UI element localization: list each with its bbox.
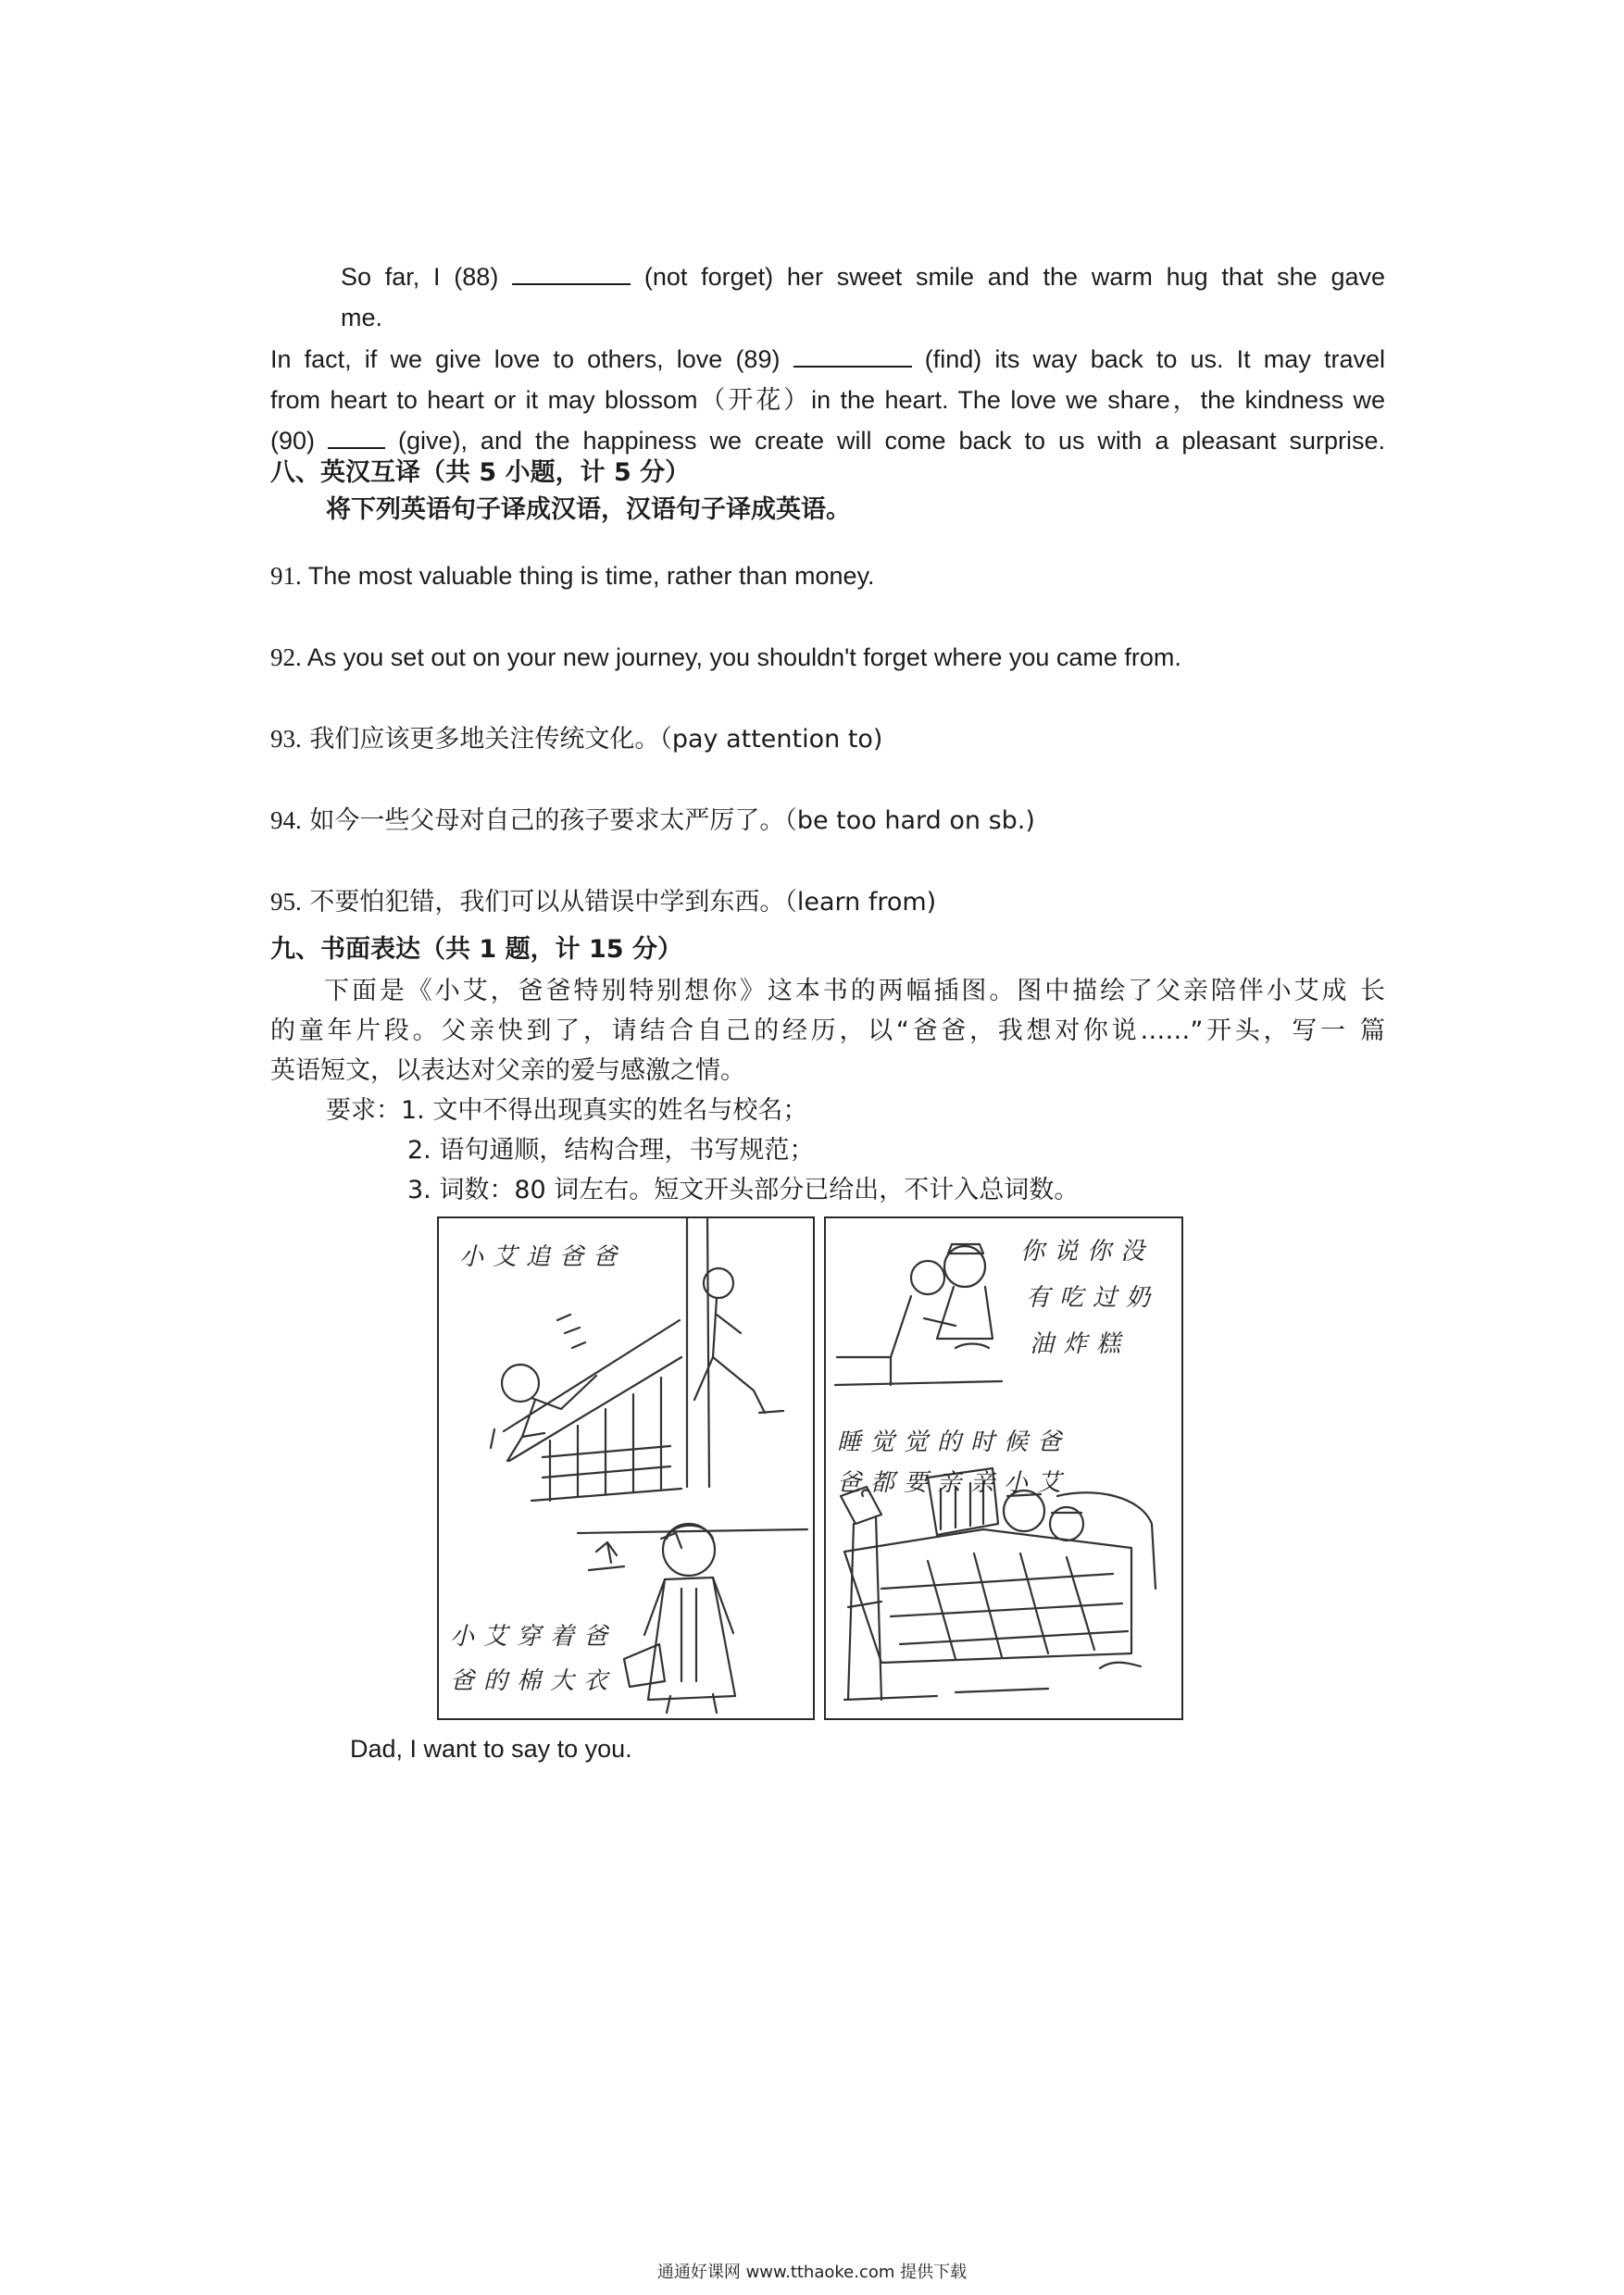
writing-opening-line: Dad, I want to say to you.: [350, 1735, 632, 1763]
blank-88: [512, 263, 631, 285]
illustration-left-panel: [437, 1216, 815, 1720]
blank-89: [793, 345, 912, 368]
cloze-line-89: In fact, if we give love to others, love (89) (find) its way back to us. It may travel: [270, 345, 1385, 373]
section-9-title: 九、书面表达（共 1 题，计 15 分）: [270, 935, 682, 964]
translation-item-95: 95. 不要怕犯错，我们可以从错误中学到东西。（learn from): [270, 888, 937, 917]
translation-item-92: 92. As you set out on your new journey, you shouldn't forget where you came from.: [270, 643, 1181, 671]
right-caption-top-2: 有吃过奶: [1026, 1284, 1160, 1312]
section-8-instruction: 将下列英语句子译成汉语，汉语句子译成英语。: [326, 495, 851, 524]
cloze-line-88-cont: me.: [341, 304, 383, 331]
writing-prompt-line-2: 的童年片段。父亲快到了，请结合自己的经历，以“爸爸，我想对你说……”开头，写一 篇: [270, 1017, 1385, 1045]
right-caption-mid-2: 爸都要亲亲小艾: [837, 1469, 1071, 1497]
requirement-3: 3. 词数：80 词左右。短文开头部分已给出，不计入总词数。: [407, 1176, 1080, 1204]
translation-item-91: 91. The most valuable thing is time, rather than money.: [270, 562, 875, 590]
cloze-line-blossom: from heart to heart or it may blossom（开花）in the heart. The love we share，the kindness we: [270, 386, 1385, 414]
translation-item-93: 93. 我们应该更多地关注传统文化。（pay attention to): [270, 725, 883, 754]
left-caption-top: 小艾追爸爸: [459, 1243, 627, 1271]
page-footer: 通通好课网 www.tthaoke.com 提供下载: [656, 2263, 968, 2282]
right-caption-top-1: 你说你没: [1020, 1238, 1155, 1266]
requirement-1: 要求：1. 文中不得出现真实的姓名与校名；: [326, 1096, 808, 1125]
section-8-title: 八、英汉互译（共 5 小题，计 5 分）: [270, 458, 691, 487]
writing-prompt-line-3: 英语短文，以表达对父亲的爱与感激之情。: [270, 1056, 745, 1085]
illustration-right-panel: [824, 1216, 1183, 1720]
right-caption-top-3: 油炸糕: [1030, 1330, 1131, 1358]
cloze-line-88: So far, I (88) (not forget) her sweet smile and the warm hug that she gave: [341, 263, 1385, 291]
translation-item-94: 94. 如今一些父母对自己的孩子要求太严厉了。（be too hard on sb.): [270, 806, 1035, 835]
cloze-line-90: (90) (give), and the happiness we create will come back to us with a pleasant surprise.: [270, 427, 1385, 455]
right-caption-mid-1: 睡觉觉的时候爸: [837, 1428, 1071, 1456]
left-caption-bottom-2: 爸的棉大衣: [450, 1667, 618, 1695]
requirement-2: 2. 语句通顺，结构合理，书写规范；: [407, 1136, 815, 1165]
left-caption-bottom-1: 小艾穿着爸: [450, 1623, 618, 1651]
writing-prompt-line-1: 下面是《小艾，爸爸特别特别想你》这本书的两幅插图。图中描绘了父亲陪伴小艾成 长: [324, 977, 1385, 1005]
blank-90: [328, 427, 385, 449]
